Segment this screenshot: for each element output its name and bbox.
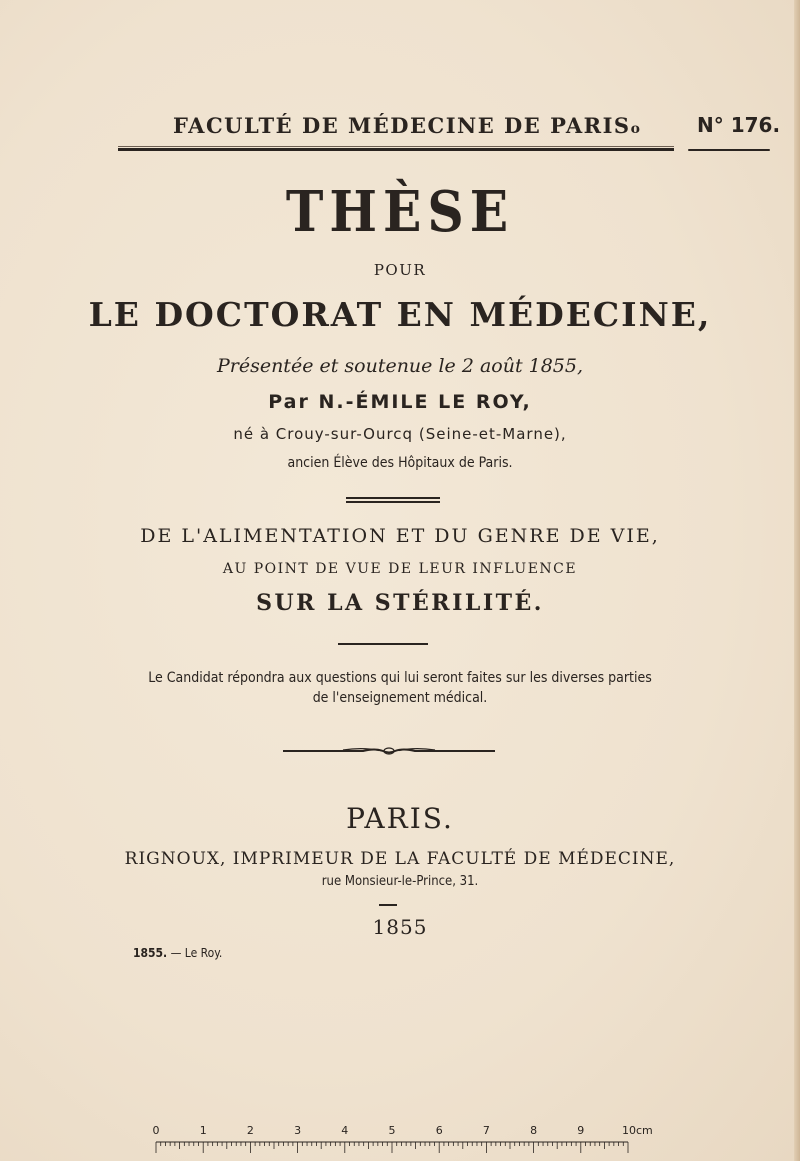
ruler-label: 9 [577, 1124, 585, 1137]
ruler-label: 1 [199, 1124, 207, 1137]
ornamental-rule [283, 744, 495, 758]
thesis-subject-line2: AU POINT DE VUE DE LEUR INFLUENCE [222, 561, 578, 577]
printer-line: RIGNOUX, IMPRIMEUR DE LA FACULTÉ DE MÉDECINE, [124, 849, 676, 869]
thesis-subject-line3: SUR LA STÉRILITÉ. [256, 590, 544, 616]
thesis-title: THÈSE [285, 179, 515, 245]
pour-label: POUR [373, 261, 427, 279]
presentation-line: Présentée et soutenue le 2 août 1855, [216, 355, 584, 377]
small-dash [379, 904, 397, 906]
ruler-label: 3 [294, 1124, 302, 1137]
header-rule-thin [118, 146, 674, 147]
ruler-label: 10cm [622, 1124, 653, 1137]
author-line: Par N.-ÉMILE LE ROY, [268, 391, 532, 413]
ruler-label: 7 [482, 1124, 490, 1137]
faculty-header: FACULTÉ DE MÉDECINE DE PARISo [173, 113, 642, 138]
ruler-label: 6 [435, 1124, 443, 1137]
ruler-label: 0 [152, 1124, 160, 1137]
header-rule-right [688, 149, 770, 151]
double-rule [346, 497, 440, 503]
ruler-label: 4 [341, 1124, 349, 1137]
ruler-label: 8 [530, 1124, 538, 1137]
header-rule [118, 148, 674, 151]
section-rule [338, 643, 428, 645]
ruler-label: 2 [246, 1124, 254, 1137]
degree-title: LE DOCTORAT EN MÉDECINE, [88, 295, 712, 334]
city-title: PARIS. [346, 802, 454, 835]
candidate-note-line1: Le Candidat répondra aux questions qui lui seront faites sur les diverses parties [148, 670, 652, 686]
birthplace-line: né à Crouy-sur-Ourcq (Seine-et-Marne), [233, 425, 567, 443]
header-mark: o [630, 121, 642, 137]
printer-address: rue Monsieur-le-Prince, 31. [321, 874, 479, 889]
former-student-line: ancien Élève des Hôpitaux de Paris. [287, 455, 513, 471]
thesis-subject-line1: DE L'ALIMENTATION ET DU GENRE DE VIE, [140, 525, 660, 547]
signature-note: 1855. — Le Roy. [133, 946, 223, 960]
ruler-label: 5 [388, 1124, 396, 1137]
thesis-number: N° 176. [697, 113, 781, 137]
scale-ruler [150, 1122, 653, 1156]
candidate-note-line2: de l'enseignement médical. [312, 690, 488, 706]
publication-year: 1855 [372, 915, 428, 939]
page-edge [794, 0, 800, 1161]
